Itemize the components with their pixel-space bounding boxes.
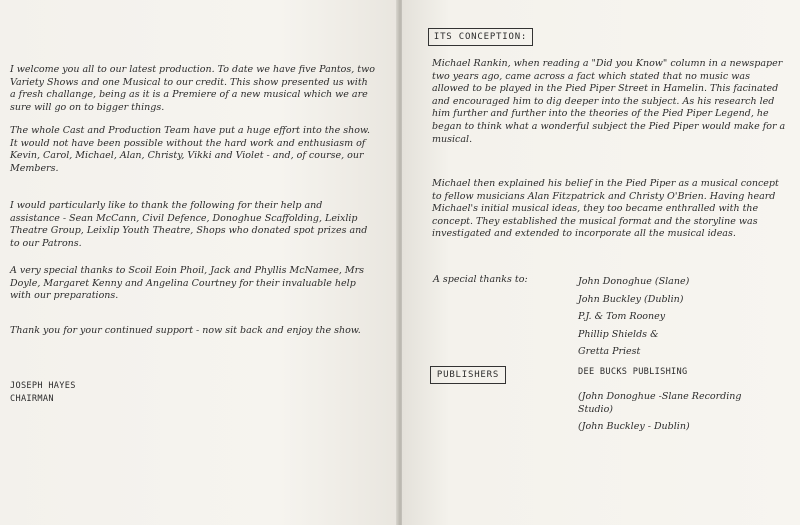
signature-block: [10, 380, 375, 405]
closing-paragraph: Thank you for your continued support - now sit back and enjoy the show.: [10, 325, 361, 336]
signature-name: JOSEPH HAYES: [10, 381, 76, 391]
special-thanks-paragraph: A very special thanks to Scoil Eoin Phoil, Jack and Phyllis McNamee, Mrs Doyle, Margaret Kenny and Angelina Courtney for their invaluable help with our preparations.: [10, 265, 365, 302]
left-page: [0, 0, 398, 525]
publisher-name: DEE BUCKS PUBLISHING: [578, 367, 688, 377]
welcome-paragraph: I welcome you all to our latest production. To date we have five Pantos, two Variety Shows and one Musical to our credit. This show presented us with a fresh challange, being as it is a Premiere of a new musical which we are sure will go on to bigger things.: [10, 64, 375, 113]
right-page: [402, 0, 800, 525]
thanks-name: Gretta Priest: [578, 346, 641, 358]
thanks-name: P.J. & Tom Rooney: [578, 311, 666, 323]
thanks-paragraph: I would particularly like to thank the following for their help and assistance - Sean McCann, Civil Defence, Donoghue Scaffolding, Leixlip Theatre Group, Leixlip Youth Theatre, Shops who donated spot prizes and to our Patrons.: [10, 200, 368, 249]
publisher-credit: (John Buckley - Dublin): [578, 421, 690, 432]
publishers-heading: PUBLISHERS: [430, 366, 506, 384]
publisher-credit: (John Donoghue -Slane Recording Studio): [578, 391, 742, 415]
thanks-label: A special thanks to:: [433, 274, 528, 285]
concept-heading: ITS CONCEPTION:: [428, 28, 533, 46]
concept-paragraph-1: Michael Rankin, when reading a "Did you Know" column in a newspaper two years ago, came across a fact which stated that no music was allowed to be played in the Pied Piper Street in Hamelin. This facinated and encouraged him to dig deeper into the subject. As his research led him further and further into the theories of the Pied Piper Legend, he began to think what a wonderful subject the Pied Piper would make for a musical.: [432, 58, 786, 145]
concept-paragraph-2: Michael then explained his belief in the Pied Piper as a musical concept to fellow musicians Alan Fitzpatrick and Christy O'Brien. Having heard Michael's initial musical ideas, they too became enthralled with the concept. They established the musical format and the storyline was investigated and extended to incorporate all the musical ideas.: [432, 178, 779, 240]
thanks-name: Phillip Shields &: [578, 328, 659, 340]
thanks-name: John Buckley (Dublin): [578, 293, 684, 305]
thanks-list: [578, 273, 778, 361]
cast-team-paragraph: The whole Cast and Production Team have put a huge effort into the show. It would not have been possible without the hard work and enthusiasm of Kevin, Carol, Michael, Alan, Christy, Vikki and Violet - and, of course, our Members.: [10, 125, 371, 174]
publisher-credits: [578, 390, 778, 433]
thanks-name: John Donoghue (Slane): [578, 276, 690, 287]
signature-title: CHAIRMAN: [10, 393, 54, 404]
